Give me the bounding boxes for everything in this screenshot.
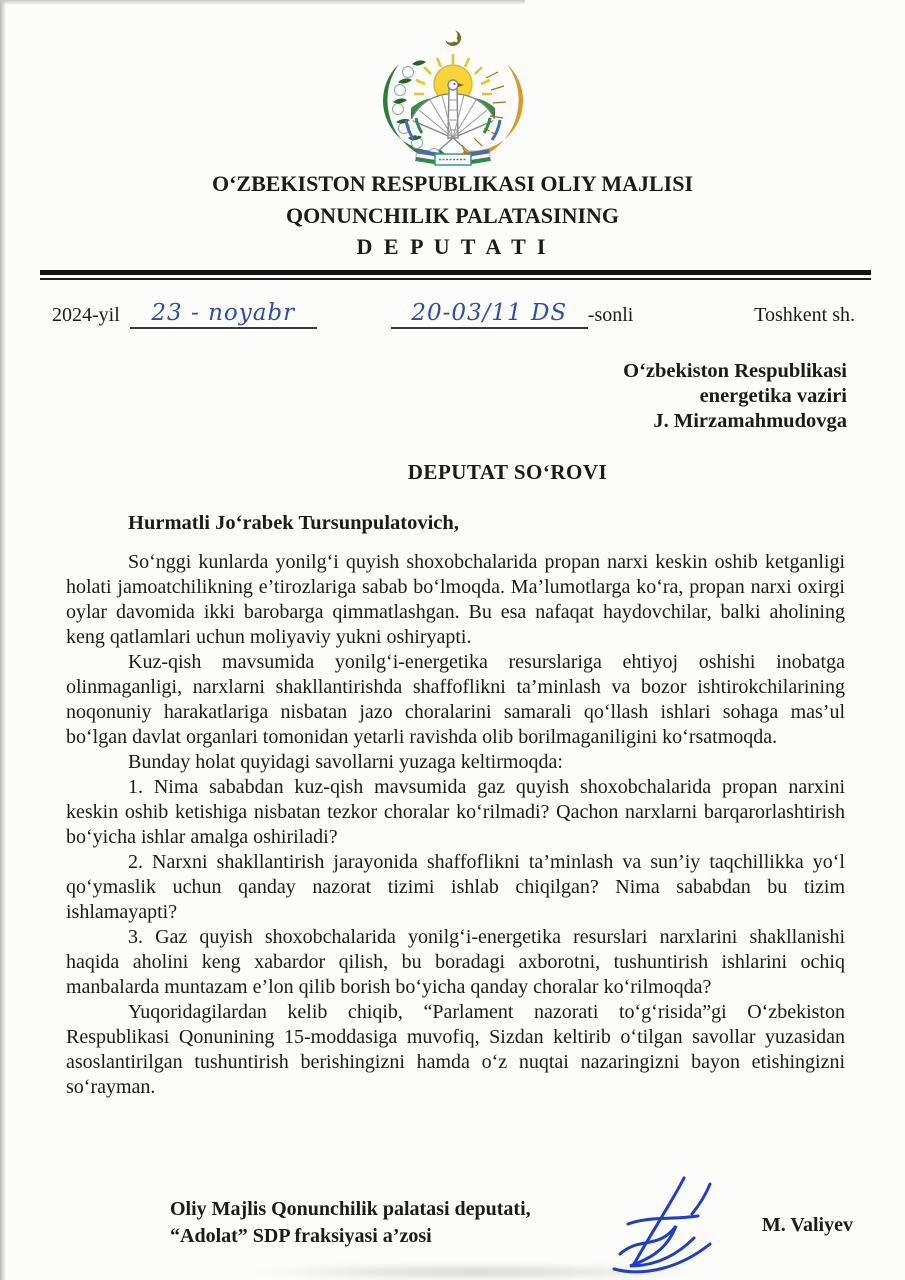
body-paragraph: Yuqoridagilardan kelib chiqib, “Parlament nazorati to‘g‘risida”gi O‘zbekiston Respublikasi Qonunining 15-moddasiga muvofiq, Sizdan keltirib o‘tilgan savollar yuzasidan asoslantirilgan tushuntirish berishingizni hamda o‘z nuqtai nazaringizni bayon etishingizni so‘rayman. [66, 1001, 845, 1098]
signer-position-line2: “Adolat” SDP fraksiyasi a’zosi [170, 1225, 432, 1247]
letterhead-org-line2: QONUNCHILIK PALATASINING [285, 203, 620, 228]
number-suffix-label: -sonli [587, 304, 634, 326]
body-paragraph: Bunday holat quyidagi savollarni yuzaga keltirmoqda: [128, 751, 563, 773]
body-paragraph-question-2: 2. Narxni shakllantirish jarayonida shaffoflikni ta’minlash va sun’iy taqchillikka yo‘l qo‘ymaslik uchun qanday nazorat tizimi ishlab chiqilgan? Nima sababdan bu tizim ishlamayapti? [66, 851, 845, 923]
letter-body [66, 550, 845, 1100]
meta-row [0, 280, 905, 327]
scan-smudge-artifact [250, 1264, 700, 1280]
addressee-line: J. Mirzamahmudovga [653, 410, 847, 432]
emblem-container [0, 0, 905, 166]
letterhead-divider [40, 270, 871, 280]
signer-name: M. Valiyev [761, 1214, 853, 1236]
body-paragraph: So‘nggi kunlarda yonilg‘i quyish shoxobchalarida propan narxi keskin oshib ketganligi holati jamoatchilikning e’tirozlariga sabab bo‘lmoqda. Ma’lumotlarga ko‘ra, propan narxi oxirgi oylar davomida ikki barobarga qimmatlashgan. Bu esa nafaqat haydovchilar, balki aholining keng qatlamlari uchun moliyaviy yukni oshiryapti. [66, 551, 845, 648]
handwritten-signature-icon [598, 1174, 728, 1274]
signer-position [170, 1196, 531, 1250]
body-paragraph: Kuz-qish mavsumida yonilg‘i-energetika resurslariga ehtiyoj oshishi inobatga olinmaganligi, narxlarni shakllantirishda shaffoflikni ta’minlash va bozor ishtirokchilarining noqonuniy harakatlariga nisbatan jazo choralarini samarali qo‘llash ishlari sohaga mas’ul bo‘lgan davlat organlari tomonidan yetarli ravishda olib borilmaganiligini ko‘rsatmoqda. [66, 651, 845, 748]
letterhead-org-line3: D E P U T A T I [356, 234, 549, 259]
salutation: Hurmatli Jo‘rabek Tursunpulatovich, [128, 512, 459, 534]
handwritten-date-field: 23 - noyabr [130, 300, 317, 329]
scan-edge-top [0, 0, 525, 5]
addressee-line: energetika vaziri [699, 385, 847, 407]
body-paragraph-question-3: 3. Gaz quyish shoxobchalarida yonilg‘i-energetika resurslari narxlarini shakllanishi haqida aholini keng xabardor qilish, bu boradagi axborotni, tushuntirish ishlarini ochiq manbalarda muntazam e’lon qilib borish bo‘yicha qanday choralar ko‘rilmoqda? [66, 926, 845, 998]
body-paragraph-question-1: 1. Nima sababdan kuz-qish mavsumida gaz quyish shoxobchalarida propan narxini keskin oshib ketishiga nisbatan tezkor choralar ko‘rilmadi? Qachon narxlarni barqarorlashtirish bo‘yicha ishlar amalga oshiriladi? [66, 776, 845, 848]
addressee-line: O‘zbekiston Respublikasi [623, 360, 847, 382]
document-title: DEPUTAT SO‘ROVI [407, 460, 608, 484]
city-label: Toshkent sh. [754, 304, 855, 326]
uzbekistan-state-emblem-icon [377, 24, 529, 166]
letterhead-org-line1: O‘ZBEKISTON RESPUBLIKASI OLIY MAJLISI [211, 171, 694, 196]
addressee-block [0, 359, 847, 434]
date-label: 2024-yil [52, 304, 120, 326]
signer-position-line1: Oliy Majlis Qonunchilik palatasi deputati, [170, 1198, 531, 1220]
scan-edge-left [0, 0, 6, 1280]
handwritten-number-field: 20-03/11 DS [391, 300, 588, 329]
